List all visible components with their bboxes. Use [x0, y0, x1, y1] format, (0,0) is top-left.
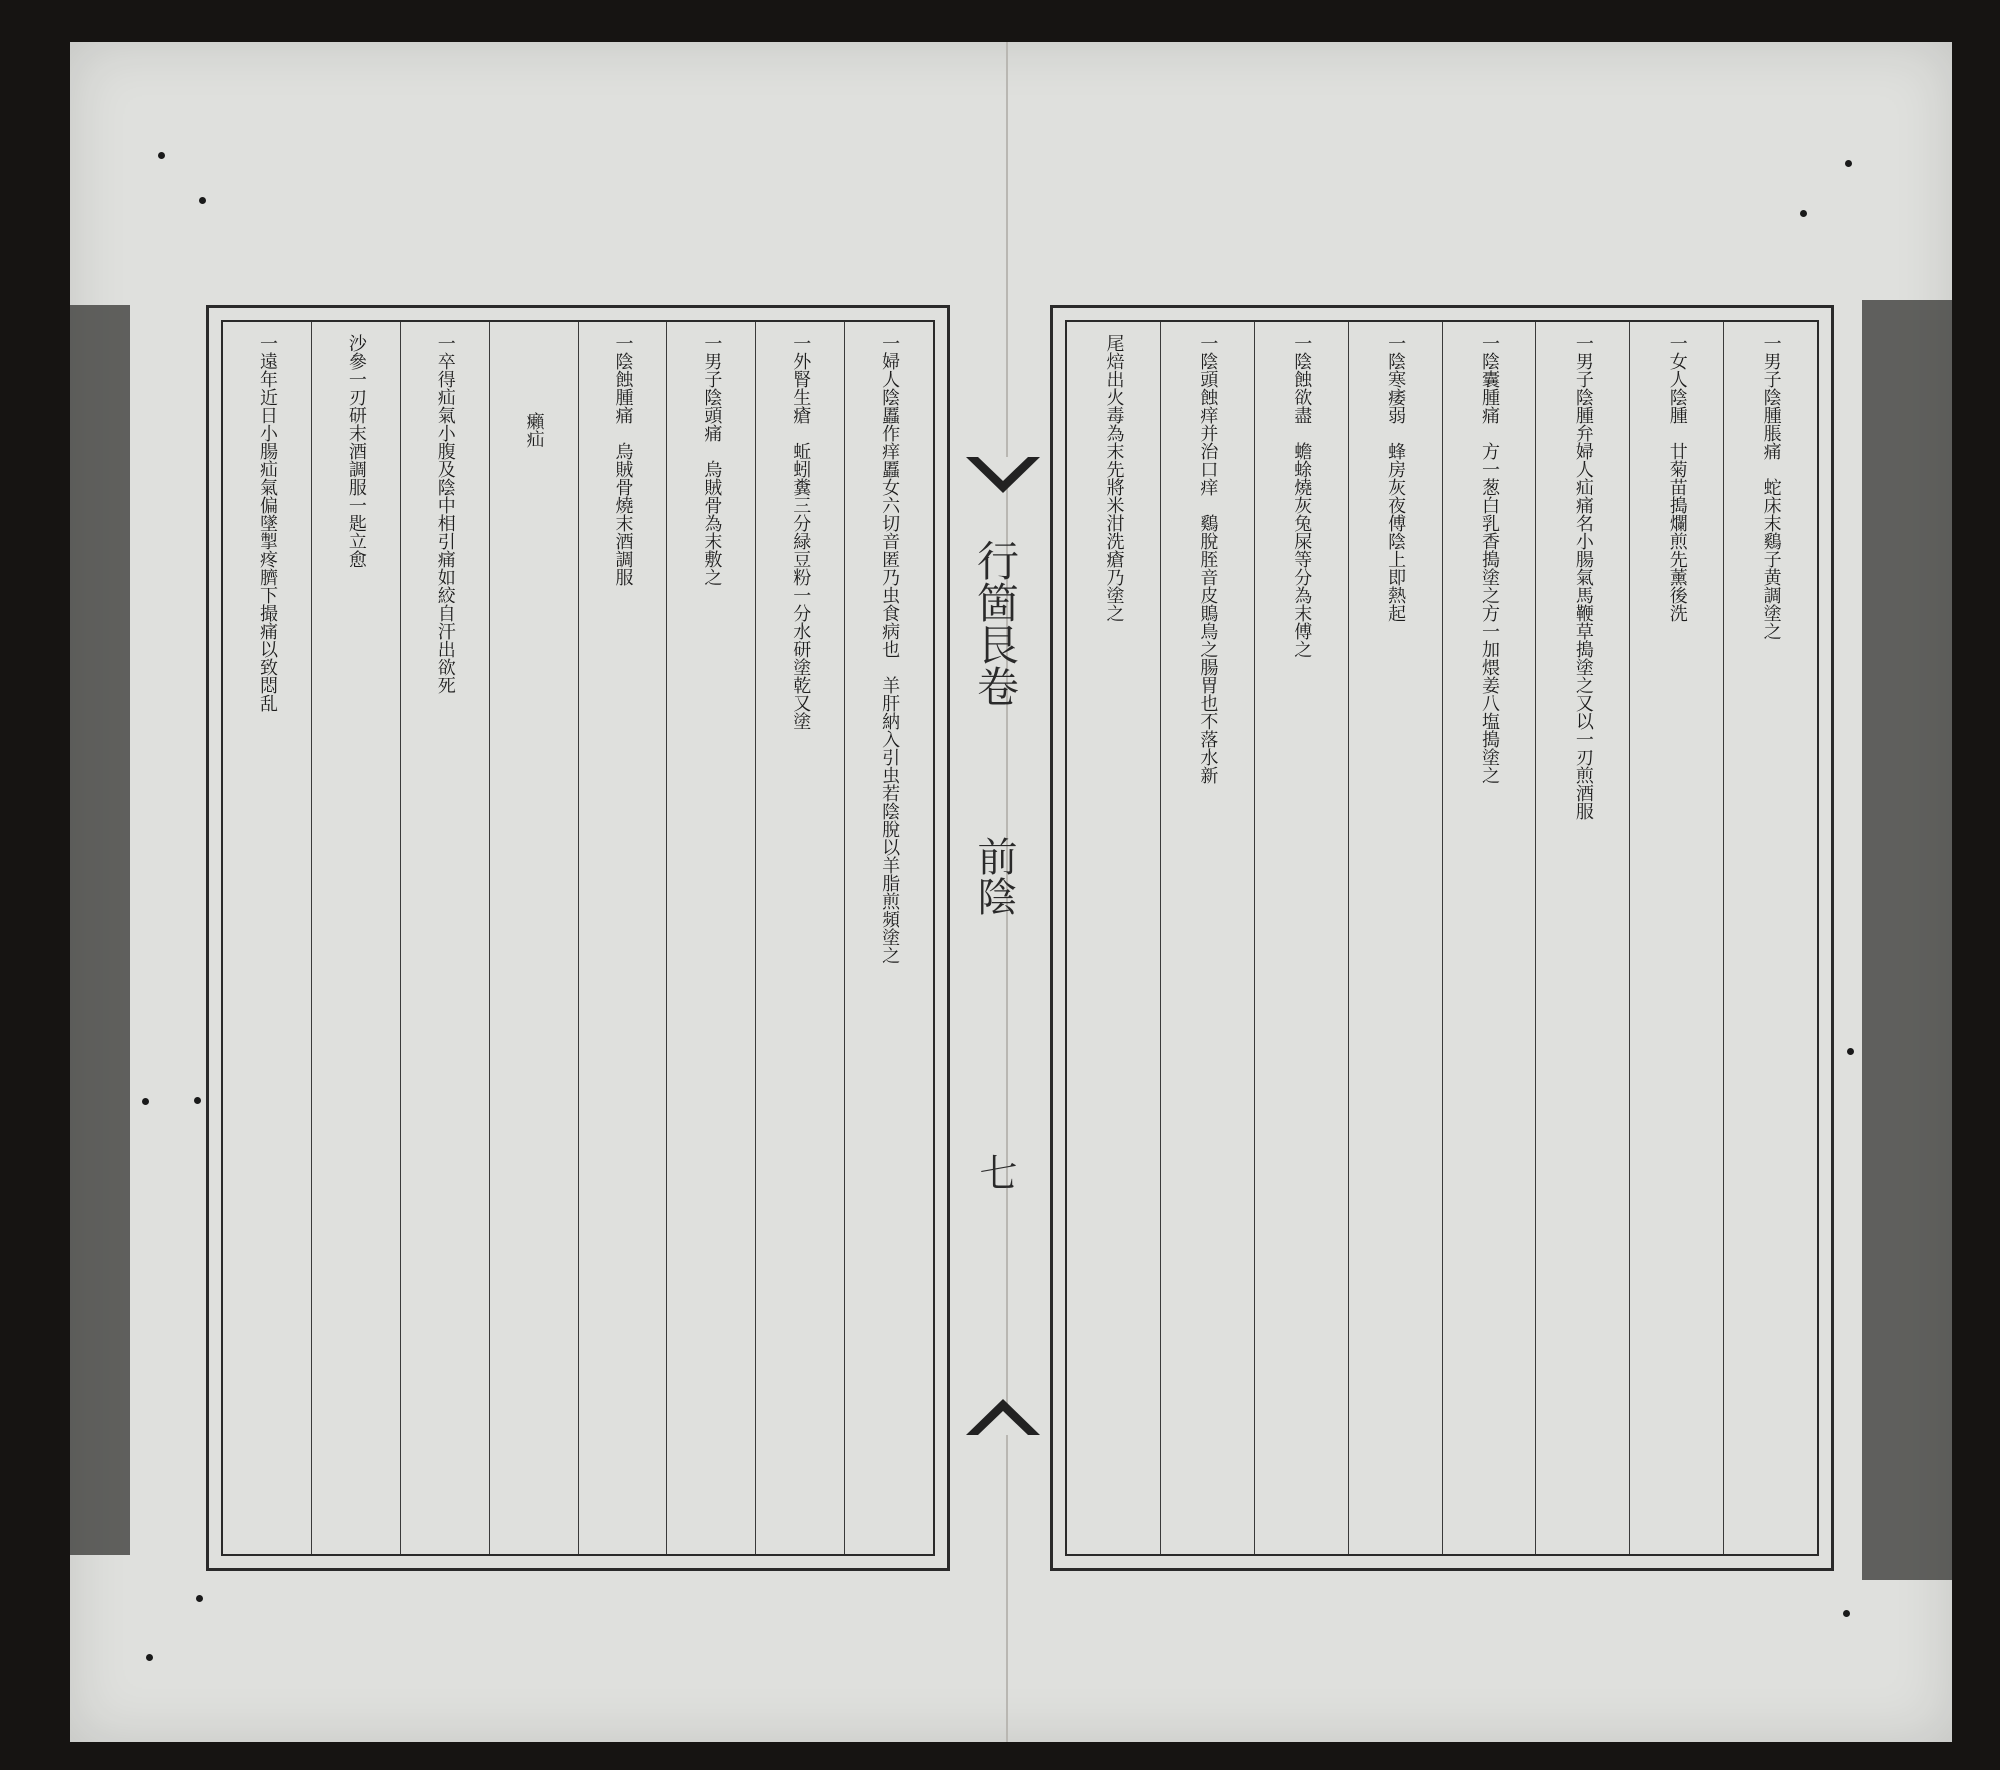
binding-hole — [1845, 160, 1852, 167]
text-column — [1723, 322, 1817, 1554]
column-text: 尾焙出火毒為末先將米泔洗瘡乃塗之 — [1103, 334, 1125, 622]
column-text: 一陰寒痿弱 蜂房灰夜傅陰上即熱起 — [1385, 334, 1407, 622]
left-column-grid — [221, 320, 935, 1556]
fish-tail-top-mark — [962, 453, 1044, 513]
binding-hole — [1843, 1610, 1850, 1617]
section-heading: 癩疝 — [523, 412, 545, 448]
text-column — [1629, 322, 1723, 1554]
column-text: 沙參一刃研末酒調服一匙立愈 — [345, 334, 367, 568]
text-column — [578, 322, 667, 1554]
section-title: 前陰 — [971, 836, 1017, 916]
ink-bleed-left — [70, 305, 130, 1555]
binding-hole — [1800, 210, 1807, 217]
column-text: 一陰蝕腫痛 烏賊骨燒末酒調服 — [612, 334, 634, 586]
text-column — [1067, 322, 1160, 1554]
fish-tail-bottom-mark — [962, 1379, 1044, 1439]
column-text: 一卒得疝氣小腹及陰中相引痛如絞自汗出欲死 — [434, 334, 456, 694]
text-column — [1348, 322, 1442, 1554]
column-text: 一陰蝕欲盡 蟾蜍燒灰兔屎等分為末傅之 — [1291, 334, 1313, 658]
text-column — [223, 322, 311, 1554]
text-column — [400, 322, 489, 1554]
binding-hole — [146, 1654, 153, 1661]
center-margin-strip — [962, 453, 1044, 1453]
text-column — [1442, 322, 1536, 1554]
text-column — [844, 322, 933, 1554]
column-text: 一陰頭蝕痒并治口痒 鷄脫胵音皮鵙鳥之腸胃也不落水新 — [1197, 334, 1219, 784]
page-number: 七 — [973, 1153, 1017, 1191]
column-text: 一男子陰頭痛 烏賊骨為末敷之 — [701, 334, 723, 586]
text-column — [666, 322, 755, 1554]
binding-hole — [158, 152, 165, 159]
text-column — [1535, 322, 1629, 1554]
column-text: 一男子陰腫弁婦人疝痛名小腸氣馬鞭草搗塗之又以一刃煎酒服 — [1572, 334, 1594, 820]
binding-hole — [199, 197, 206, 204]
column-text: 一遠年近日小腸疝氣偏墜掣疼臍下撮痛以致悶乱 — [256, 334, 278, 712]
ink-bleed-right — [1862, 300, 1952, 1580]
binding-hole — [1847, 1048, 1854, 1055]
binding-hole — [194, 1097, 201, 1104]
text-column — [1254, 322, 1348, 1554]
column-text: 一陰囊腫痛 方一葱白乳香搗塗之方一加煨姜八塩搗塗之 — [1478, 334, 1500, 784]
column-text: 一婦人陰䘌作痒䘌女六切音匿乃虫食病也 羊肝納入引虫若陰脫以羊脂煎頻塗之 — [879, 334, 901, 964]
text-column — [489, 322, 578, 1554]
text-column — [755, 322, 844, 1554]
book-title: 行箇艮卷 — [971, 539, 1020, 707]
text-column — [311, 322, 400, 1554]
binding-hole — [142, 1098, 149, 1105]
column-text: 一外腎生瘡 蚯蚓糞三分緑豆粉一分水研塗乾又塗 — [790, 334, 812, 730]
column-text: 一男子陰腫脹痛 蛇床末鷄子黄調塗之 — [1760, 334, 1782, 640]
right-column-grid — [1065, 320, 1819, 1556]
left-text-block — [206, 305, 950, 1571]
text-column — [1160, 322, 1254, 1554]
column-text: 一女人陰腫 廿菊苗搗爛煎先薰後洗 — [1666, 334, 1688, 622]
binding-hole — [196, 1595, 203, 1602]
right-text-block — [1050, 305, 1834, 1571]
